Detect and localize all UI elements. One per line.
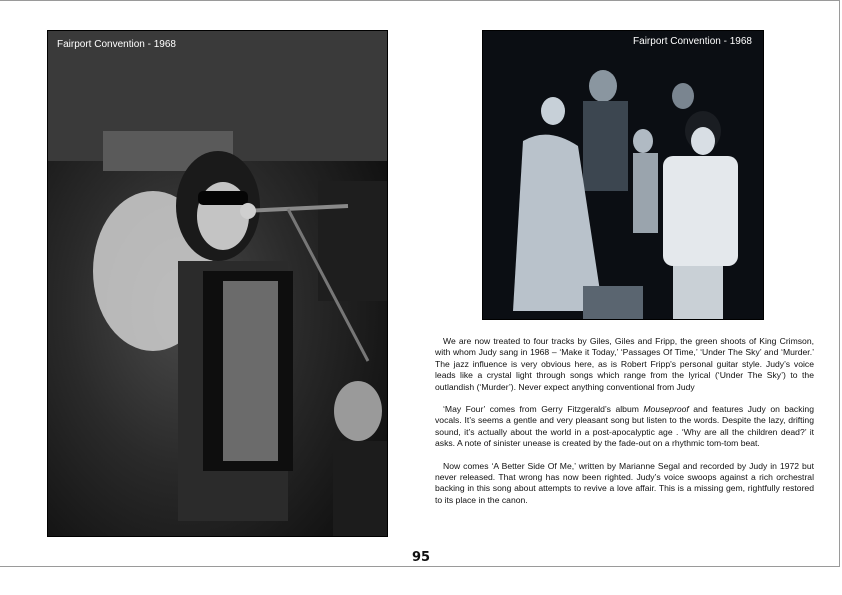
photo-right-caption: Fairport Convention - 1968 <box>633 36 752 47</box>
article-paragraph-2 <box>435 404 814 450</box>
photo-left <box>47 30 388 537</box>
album-title: Mouseproof <box>643 404 689 415</box>
article-paragraph-2-end: and features Judy on backing vocals. It’s seems a gentle and very pleasant song but listen to the words. Despite the lazy, drifting sound, it’s actually about the world in a post-apocalyptic age . ‘Why are all the children dead?’ it asks. A note of sinister unease is created by the fade-out on a rhythmic tom-tom beat. <box>435 404 814 449</box>
photo-left-caption: Fairport Convention - 1968 <box>57 39 176 50</box>
article-paragraph-3: Now comes ‘A Better Side Of Me,’ written by Marianne Segal and recorded by Judy in 1972 but never released. That wrong has now been righted. Judy’s voice swoops against a rich orchestral backing in this song about attempts to revive a love affair. This is a missing gem, rightfully restored to its place in the canon. <box>435 460 814 505</box>
article-body <box>435 336 814 517</box>
band-photo-graphic <box>483 31 764 320</box>
concert-photo-graphic <box>48 31 388 537</box>
article-paragraph-1: We are now treated to four tracks by Giles, Giles and Fripp, the green shoots of King Crimson, with whom Judy sang in 1968 – ‘Make it Today,’ ‘Passages Of Time,’ ‘Under The Sky’ and ‘Murder.’ The jazz influence is very obvious here, as is Robert Fripp's personal guitar style. Judy’s voice leads like a crystal light through songs which range from the lyrical (‘Under The Sky’) to the outlandish (‘Murder’). Never expect anything conventional from Judy <box>435 336 814 392</box>
page-number: 95 <box>411 550 431 565</box>
article-paragraph-2-start: ‘May Four’ comes from Gerry Fitzgerald’s album <box>443 404 644 415</box>
photo-right <box>482 30 764 320</box>
